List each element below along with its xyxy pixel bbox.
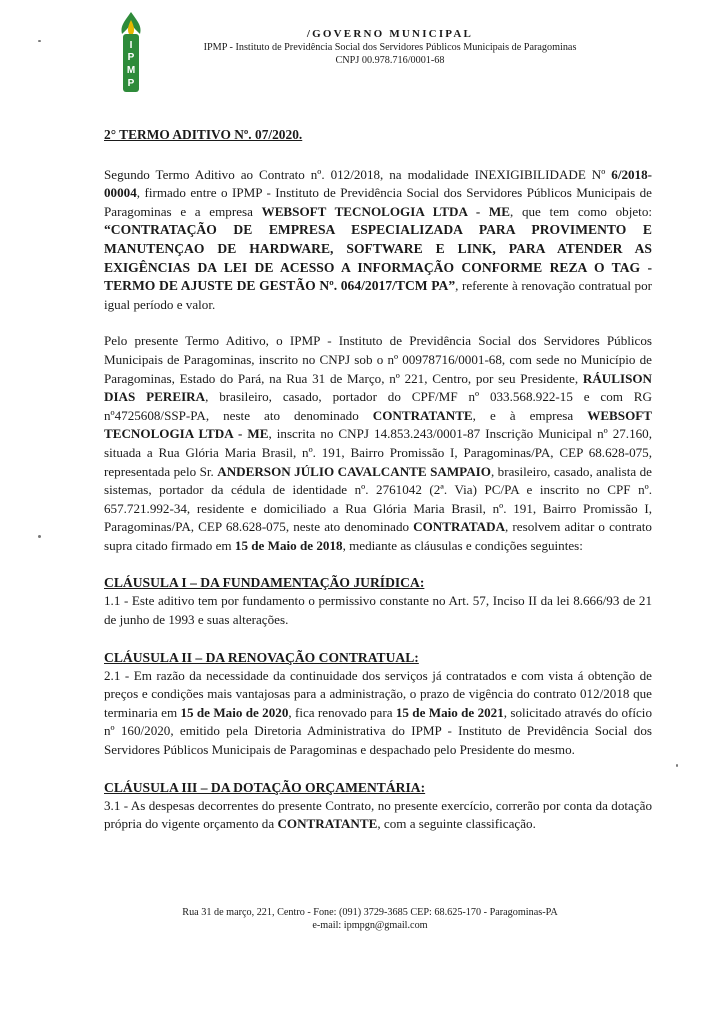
scan-speck (38, 40, 41, 42)
scan-speck (676, 764, 678, 767)
logo-letter-p2: P (127, 78, 135, 89)
scan-speck (38, 535, 41, 538)
ipmp-logo (108, 10, 154, 94)
footer-email: e-mail: ipmpgn@gmail.com (312, 920, 428, 931)
letterhead-institute: IPMP - Instituto de Previdência Social dos Servidores Públicos Municipais de Paragominas (203, 42, 577, 53)
clause-3-text: 3.1 - As despesas decorrentes do presente Contrato, no presente exercício, correrão por conta da dotação própria do vigente orçamento da CONTRATANTE, com a seguinte classificação. (104, 797, 652, 832)
clause-2-title: CLÁUSULA II – DA RENOVAÇÃO CONTRATUAL: (104, 649, 419, 665)
logo-letter-m: M (126, 65, 136, 76)
clause-3-title: CLÁUSULA III – DA DOTAÇÃO ORÇAMENTÁRIA: (104, 779, 426, 795)
document-body (104, 126, 652, 834)
clause-1-title: CLÁUSULA I – DA FUNDAMENTAÇÃO JURÍDICA: (104, 575, 425, 591)
intro-paragraph: Segundo Termo Aditivo ao Contrato nº. 012/2018, na modalidade INEXIGIBILIDADE Nº 6/2018-00004, firmado entre o IPMP - Instituto de Previdência Social dos Servidores Públicos Municipais de Paragominas e a empresa WEBSOFT TECNOLOGIA LTDA - ME, que tem como objeto: “CONTRATAÇÃO DE EMPRESA ESPECIALIZADA PARA PROVIMENTO E MANUTENÇAO DE HARDWARE, SOFTWARE E LINK, PARA ATENDER AS EXIGÊNCIAS DA LEI DE ACESSO A INFORMAÇÃO CONFORME REZA O TAG - TERMO DE AJUSTE DE GESTÃO Nº. 064/2017/TCM PA”, referente à renovação contratual por igual período e valor. (104, 166, 652, 312)
letterhead (150, 28, 630, 67)
clause-2-text: 2.1 - Em razão da necessidade da continuidade dos serviços já contratados e com vista á obtenção de preços e condições mais vantajosas para a administração, o prazo de vigência do contrato 012/2018 que terminaria em 15 de Maio de 2020, fica renovado para 15 de Maio de 2021, solicitado através do ofício nº 160/2020, emitido pela Diretoria Administrativa do IPMP - Instituto de Previdência Social dos Servidores Públicos Municipais de Paragominas e despachado pelo Presidente do mesmo. (104, 667, 652, 758)
term-title: 2° TERMO ADITIVO Nº. 07/2020. (104, 127, 303, 142)
footer-address: Rua 31 de março, 221, Centro - Fone: (091) 3729-3685 CEP: 68.625-170 - Paragominas-PA (182, 907, 558, 918)
letterhead-cnpj: CNPJ 00.978.716/0001-68 (335, 55, 445, 66)
letterhead-title: /GOVERNO MUNICIPAL (306, 28, 474, 40)
footer (150, 906, 590, 932)
parties-paragraph: Pelo presente Termo Aditivo, o IPMP - Instituto de Previdência Social dos Servidores Públicos Municipais de Paragominas, inscrito no CNPJ sob o nº 00978716/0001-68, com sede no Município de Paragominas, Estado do Pará, na Rua 31 de Março, nº 221, Centro, por seu Presidente, RÁULISON DIAS PEREIRA, brasileiro, casado, portador do CPF/MF nº 033.568.922-15 e com RG nº4725608/SSP-PA, neste ato denominado CONTRATANTE, e à empresa WEBSOFT TECNOLOGIA LTDA - ME, inscrita no CNPJ 14.853.243/0001-87 Inscrição Municipal nº 27.160, situada a Rua Glória Maria Brasil, nº. 191, Bairro Promissão I, Paragominas/PA, CEP 68.628-075, representada pelo Sr. ANDERSON JÚLIO CAVALCANTE SAMPAIO, brasileiro, casado, analista de sistemas, portador da cédula de identidade nº. 2761042 (2ª. Via) PC/PA e inscrito no CPF nº. 657.721.992-34, residente e domiciliado a Rua Glória Maria Brasil, nº. 191, Bairro Promissão I, Paragominas/PA, CEP 68.628-075, neste ato denominado CONTRATADA, resolvem aditar o contrato supra citado firmado em 15 de Maio de 2018, mediante as cláusulas e condições seguintes: (104, 333, 652, 553)
contract-object: “CONTRATAÇÃO DE EMPRESA ESPECIALIZADA PARA PROVIMENTO E MANUTENÇAO DE HARDWARE, SOFTWARE E LINK, PARA ATENDER AS EXIGÊNCIAS DA LEI DE ACESSO A INFORMAÇÃO CONFORME REZA O TAG - TERMO DE AJUSTE DE GESTÃO Nº. 064/2017/TCM PA” (104, 222, 652, 294)
logo-letter-p1: P (127, 52, 135, 63)
logo-letter-i: I (129, 40, 133, 51)
clause-1-text: 1.1 - Este aditivo tem por fundamento o permissivo constante no Art. 57, Inciso II da lei 8.666/93 de 21 de junho de 1993 e suas alterações. (104, 593, 652, 628)
